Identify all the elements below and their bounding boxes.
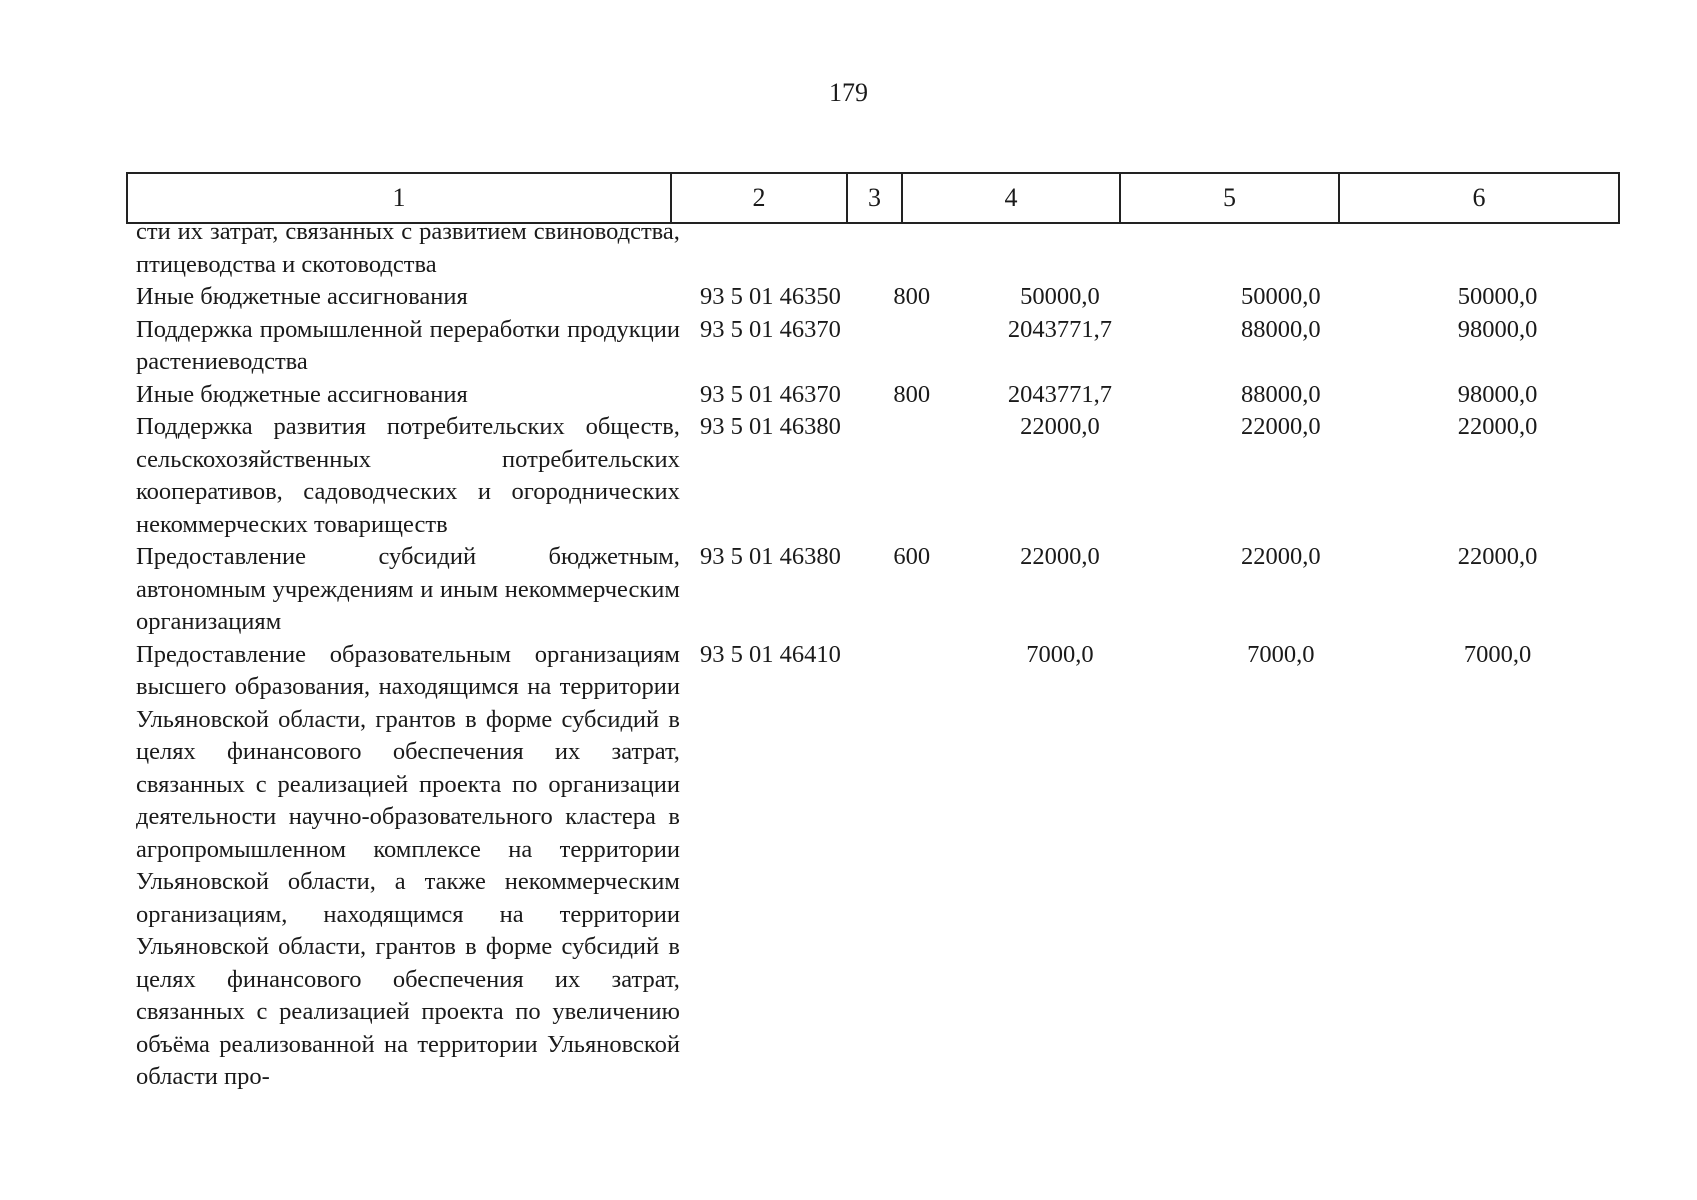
row-value-1: 2043771,7 <box>1007 315 1112 343</box>
row-value-1: 22000,0 <box>1020 543 1100 570</box>
table-row <box>136 281 1606 314</box>
row-code: 93 5 01 46410 <box>699 640 841 668</box>
row-name: Иные бюджетные ассигнования <box>136 283 468 310</box>
table-row <box>136 541 1606 639</box>
row-name: Иные бюджетные ассигнования <box>136 380 468 408</box>
row-name: сти их затрат, связанных с развитием свиноводства, птицеводства и скотоводства <box>136 218 680 278</box>
row-name: Поддержка развития потребительских обществ, сельскохозяйственных потребительских кооперативов, садоводческих и огороднических некоммерческих товариществ <box>136 413 680 538</box>
table-row <box>136 314 1606 379</box>
row-value-2: 7000,0 <box>1247 640 1315 668</box>
row-value-1: 22000,0 <box>1020 413 1100 440</box>
row-expense-type: 800 <box>893 283 931 310</box>
header-col-1: 1 <box>127 173 671 223</box>
row-value-3: 98000,0 <box>1457 315 1538 343</box>
row-value-1: 50000,0 <box>1020 283 1100 310</box>
row-value-2: 88000,0 <box>1241 380 1321 408</box>
header-col-3: 3 <box>847 173 902 223</box>
row-code: 93 5 01 46370 <box>699 380 841 408</box>
row-code: 93 5 01 46380 <box>699 543 841 570</box>
header-col-6: 6 <box>1339 173 1619 223</box>
row-value-3: 50000,0 <box>1457 283 1538 310</box>
page-number: 179 <box>829 78 868 107</box>
table-row <box>136 379 1606 412</box>
row-value-3: 22000,0 <box>1457 543 1538 570</box>
row-code: 93 5 01 46350 <box>699 283 841 310</box>
row-value-3: 22000,0 <box>1457 413 1538 440</box>
row-expense-type: 800 <box>893 380 931 408</box>
row-value-2: 50000,0 <box>1241 283 1321 310</box>
row-value-2: 88000,0 <box>1241 315 1321 343</box>
row-value-3: 98000,0 <box>1457 380 1538 408</box>
row-name: Предоставление субсидий бюджетным, автономным учреждениям и иным некоммерческим организациям <box>136 543 680 635</box>
table-row <box>136 639 1606 1094</box>
row-name: Предоставление образовательным организациям высшего образования, находящимся на территории Ульяновской области, грантов в форме субсидий в целях финансового обеспечения их затрат, связанных с реализацией проекта по организации деятельности научно-образовательного кластера в агропромышленном комплексе на территории Ульяновской области, а также некоммерческим организациям, находящимся на территории Ульяновской области, грантов в форме субсидий в целях финансового обеспечения их затрат, связанных с реализацией проекта по увеличению объёма реализованной на территории Ульяновской области про- <box>136 640 680 1090</box>
header-col-4: 4 <box>902 173 1120 223</box>
table-body <box>136 216 1606 1094</box>
row-expense-type: 600 <box>893 543 931 570</box>
row-value-3: 7000,0 <box>1463 640 1532 668</box>
row-value-2: 22000,0 <box>1241 543 1321 570</box>
row-name: Поддержка промышленной переработки продукции растениеводства <box>136 315 680 375</box>
row-value-2: 22000,0 <box>1241 413 1321 440</box>
header-col-5: 5 <box>1120 173 1339 223</box>
row-code: 93 5 01 46370 <box>699 315 841 343</box>
table-row <box>136 216 1606 281</box>
header-col-2: 2 <box>671 173 847 223</box>
row-value-1: 7000,0 <box>1026 640 1094 668</box>
row-code: 93 5 01 46380 <box>699 413 841 440</box>
table-row <box>136 411 1606 541</box>
row-value-1: 2043771,7 <box>1007 380 1112 408</box>
